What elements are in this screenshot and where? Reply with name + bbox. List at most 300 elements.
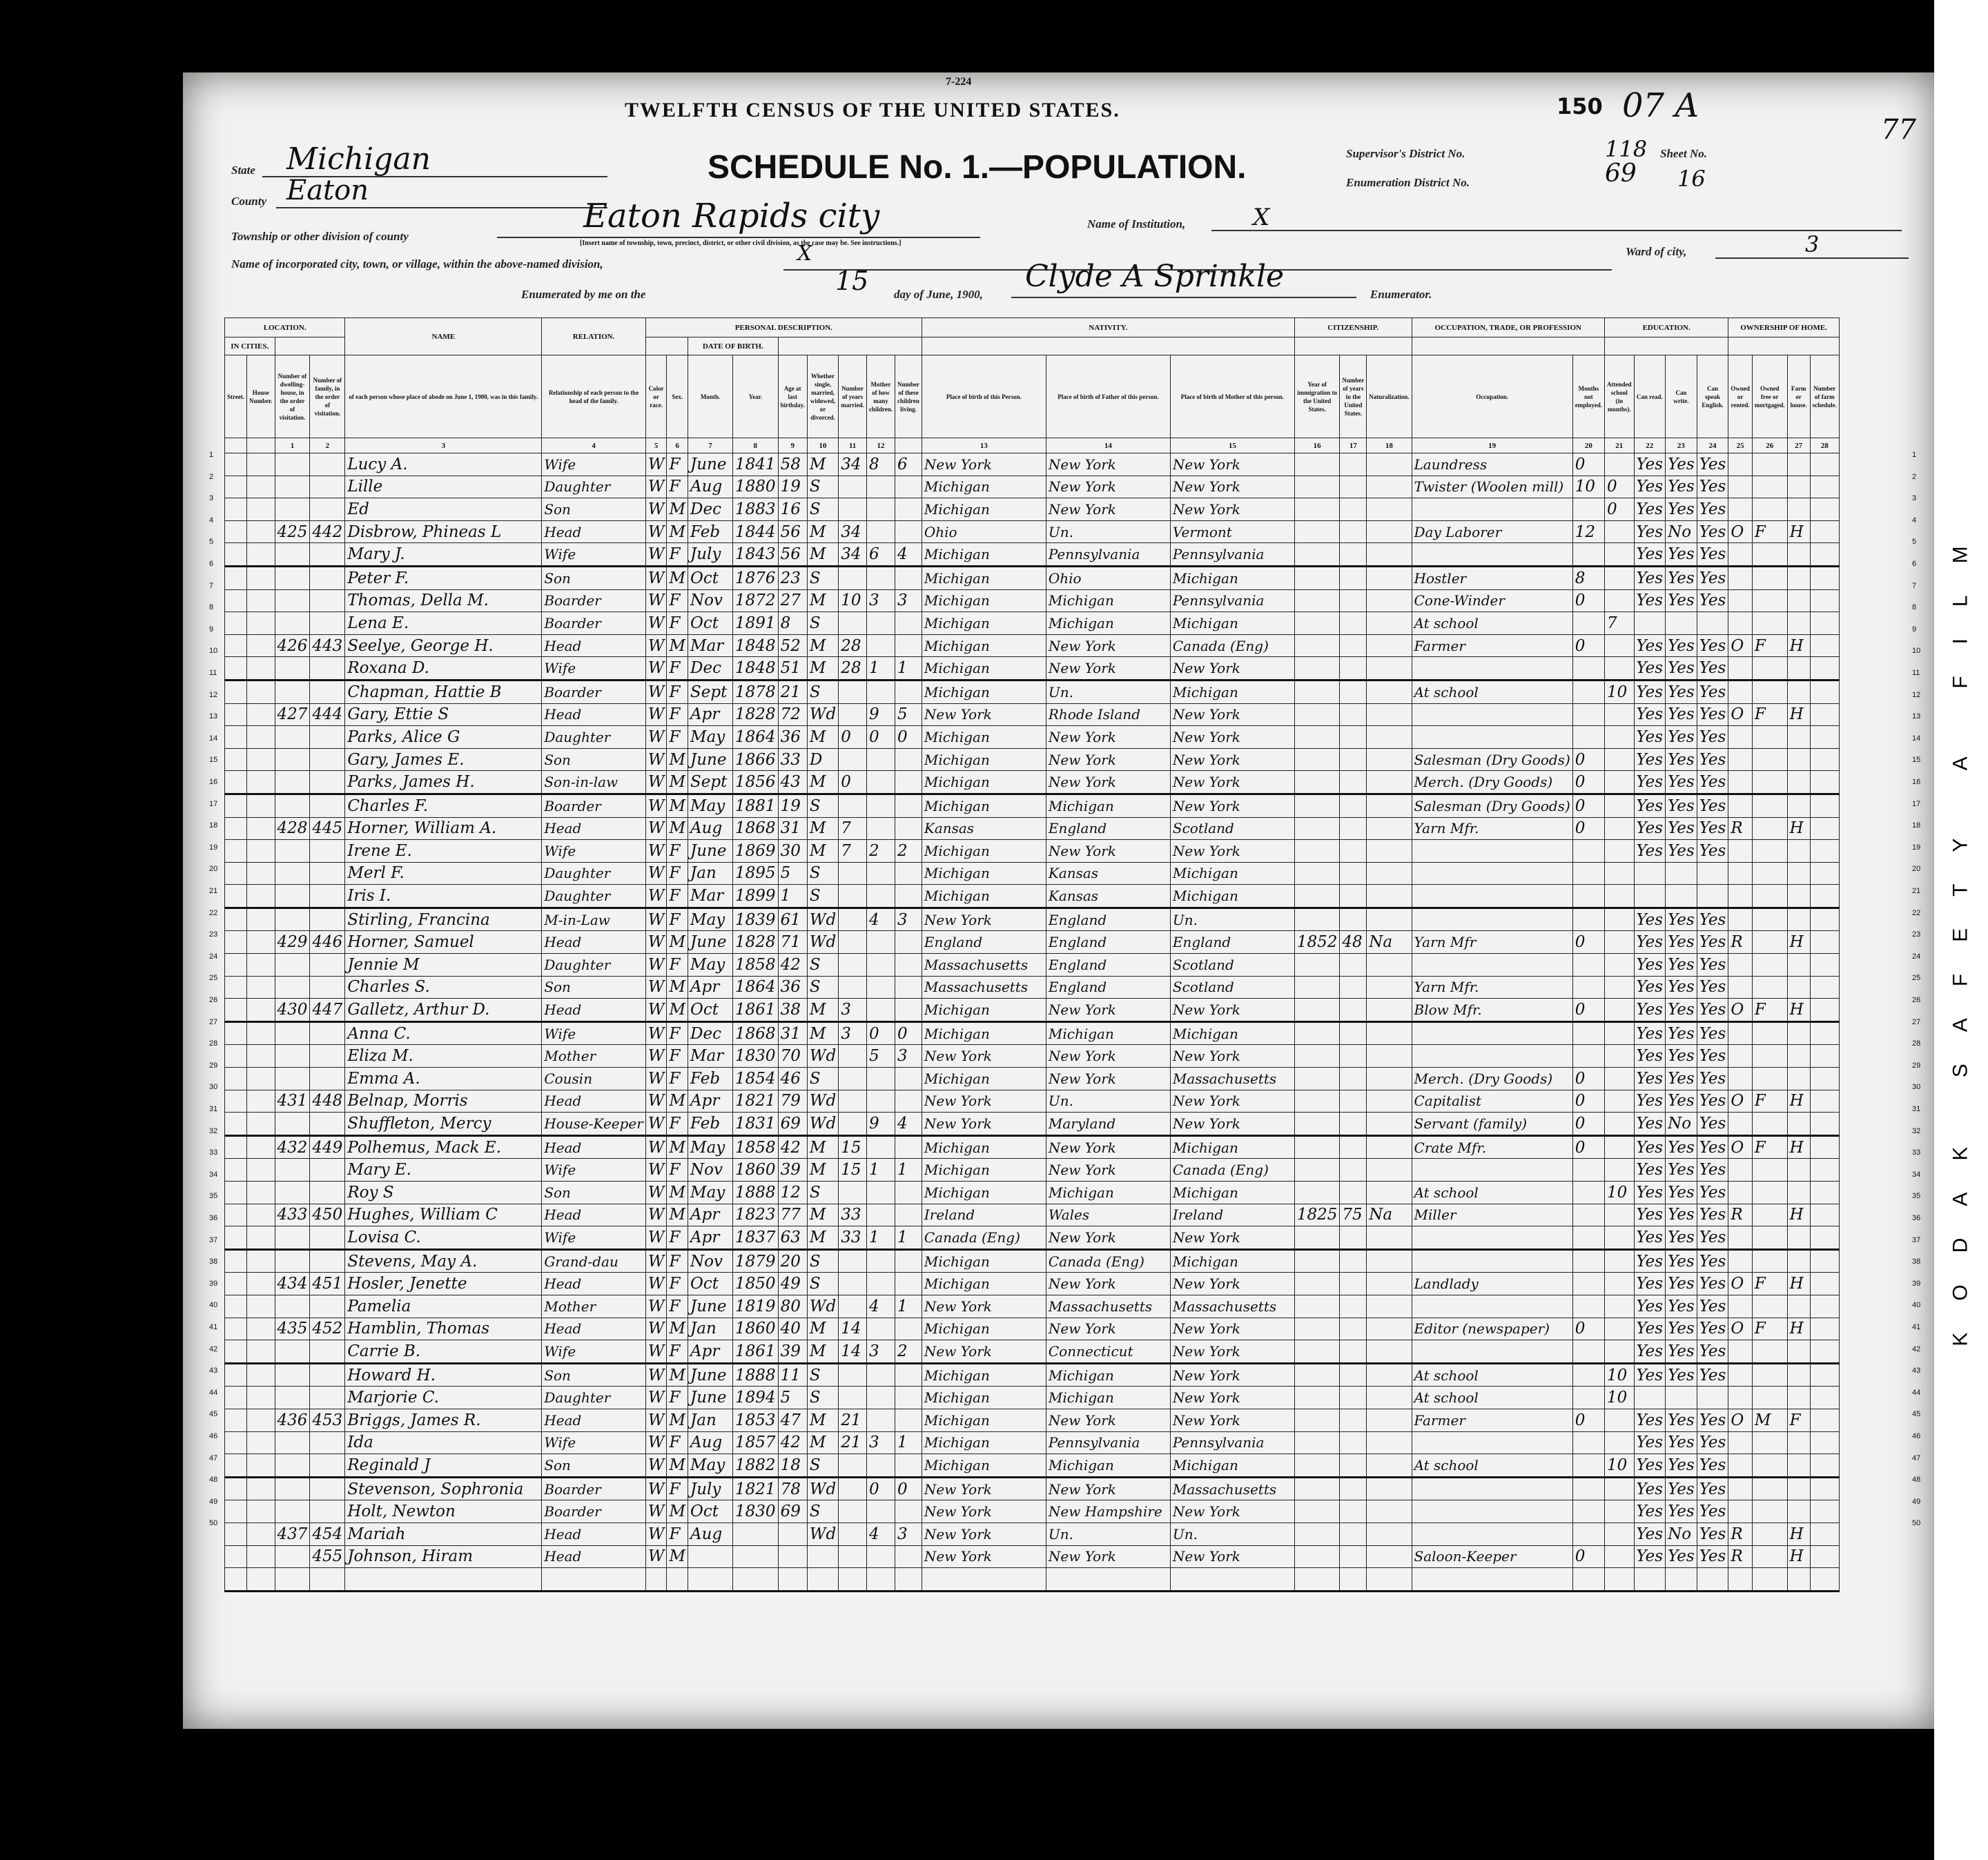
cell-name: Charles S. <box>345 976 542 999</box>
cell-fam <box>310 1500 345 1523</box>
table-row <box>225 1295 1840 1318</box>
cell-sch <box>1605 1135 1635 1159</box>
cell-wr: Yes <box>1666 1477 1697 1500</box>
table-row <box>225 1523 1840 1545</box>
cell-fm <box>1752 657 1787 681</box>
cell-imm <box>1294 1045 1340 1068</box>
cell-dw <box>275 1545 310 1568</box>
cell-bp: Michigan <box>922 1273 1046 1295</box>
line-number: 12 <box>1912 690 1921 699</box>
cell-name: Stevens, May A. <box>345 1249 542 1273</box>
cell-fbp: Un. <box>1046 680 1170 703</box>
line-number: 11 <box>209 669 217 677</box>
cell-wr <box>1666 612 1697 635</box>
cell-ym: 15 <box>839 1135 867 1159</box>
cell-ym <box>839 566 867 589</box>
cell-dw <box>275 680 310 703</box>
cell-mo: July <box>688 1477 733 1500</box>
cell-fh <box>1787 453 1810 476</box>
cell-col: W <box>645 1204 667 1226</box>
col-number: 1 <box>275 438 310 453</box>
cell-rd: Yes <box>1634 1182 1666 1204</box>
line-number: 2 <box>1912 472 1917 481</box>
cell-age: 77 <box>778 1204 807 1226</box>
enumerated-day: 15 <box>835 266 869 296</box>
cell-imm <box>1294 976 1340 999</box>
cell-mar: M <box>807 634 838 657</box>
cell-imm <box>1294 1249 1340 1273</box>
cell-rd: Yes <box>1634 1021 1666 1045</box>
col-number: 21 <box>1605 438 1635 453</box>
cell-yr: 1880 <box>733 476 779 498</box>
cell-rd: Yes <box>1634 1500 1666 1523</box>
cell-yrs <box>1340 794 1367 817</box>
cell-occ <box>1412 1249 1572 1273</box>
cell-imm <box>1294 1090 1340 1113</box>
cell-yrs <box>1340 817 1367 840</box>
cell-en: Yes <box>1697 954 1728 977</box>
cell-ch: 6 <box>866 543 895 567</box>
nativity-group: NATIVITY. <box>922 318 1294 337</box>
cell-liv <box>895 1363 922 1387</box>
line-number: 13 <box>209 712 218 721</box>
cell-occ: Salesman (Dry Goods) <box>1412 794 1572 817</box>
cell-rd: Yes <box>1634 840 1666 863</box>
cell-fh <box>1787 908 1810 931</box>
cell-occ <box>1412 657 1572 681</box>
line-number: 50 <box>209 1519 218 1528</box>
line-number: 13 <box>1912 712 1921 721</box>
cell-yr: 1864 <box>733 976 779 999</box>
line-number: 47 <box>209 1453 218 1462</box>
cell-liv <box>895 771 922 794</box>
cell-col: W <box>645 520 667 543</box>
cell-own <box>1728 1477 1753 1500</box>
cell-mar: M <box>807 840 838 863</box>
cell-fbp: Michigan <box>1046 1021 1170 1045</box>
cell-mbp: Michigan <box>1170 1021 1294 1045</box>
cell-sch <box>1605 1295 1635 1318</box>
cell-fbp: New Hampshire <box>1046 1500 1170 1523</box>
cell-col: W <box>645 862 667 885</box>
cell-ym <box>839 954 867 977</box>
cell-mne: 0 <box>1572 1068 1604 1090</box>
cell-imm <box>1294 589 1340 612</box>
cell-col: W <box>645 1113 667 1136</box>
cell-bp: Michigan <box>922 657 1046 681</box>
cell-age: 38 <box>778 999 807 1022</box>
cell-wr: No <box>1666 520 1697 543</box>
cell-age: 80 <box>778 1295 807 1318</box>
cell-col: W <box>645 1021 667 1045</box>
cell-fam <box>310 771 345 794</box>
cell-age: 72 <box>778 703 807 726</box>
cell-sex: F <box>667 1159 688 1182</box>
cell-rel: Wife <box>542 1021 646 1045</box>
col-number: 28 <box>1810 438 1839 453</box>
cell-occ: Farmer <box>1412 634 1572 657</box>
cell-fbp: England <box>1046 976 1170 999</box>
cell-rel: Son <box>542 748 646 771</box>
cell-sch <box>1605 1477 1635 1500</box>
cell-yrs <box>1340 1090 1367 1113</box>
cell-sch <box>1605 976 1635 999</box>
cell-liv <box>895 520 922 543</box>
table-row <box>225 520 1840 543</box>
cell-imm <box>1294 1318 1340 1340</box>
line-number: 34 <box>209 1170 218 1179</box>
cell-sex: M <box>667 1135 688 1159</box>
cell-mo: June <box>688 453 733 476</box>
cell-dw <box>275 1295 310 1318</box>
cell-mne: 0 <box>1572 748 1604 771</box>
cell-ch <box>866 885 895 908</box>
cell-occ <box>1412 1523 1572 1545</box>
cell-liv <box>895 476 922 498</box>
cell-rel: Wife <box>542 1431 646 1454</box>
cell-ch <box>866 1387 895 1409</box>
cell-sch <box>1605 543 1635 567</box>
cell-ch: 3 <box>866 1340 895 1364</box>
cell-nat <box>1367 1545 1412 1568</box>
cell-sex: F <box>667 1295 688 1318</box>
enumerated-prefix: Enumerated by me on the <box>521 288 646 301</box>
cell-yrs <box>1340 1568 1367 1592</box>
cell-rd: Yes <box>1634 931 1666 954</box>
cell-occ <box>1412 1431 1572 1454</box>
cell-yr: 1856 <box>733 771 779 794</box>
cell-fam: 453 <box>310 1409 345 1431</box>
cell-mo: Feb <box>688 520 733 543</box>
col-header-color: Color or race. <box>645 355 667 438</box>
cell-rd: Yes <box>1634 453 1666 476</box>
cell-fh: F <box>1787 1409 1810 1431</box>
col-header-family: Number of family, in the order of visitation. <box>310 355 345 438</box>
cell-mar: S <box>807 1500 838 1523</box>
cell-sch <box>1605 748 1635 771</box>
cell-name: Irene E. <box>345 840 542 863</box>
cell-name: Roy S <box>345 1182 542 1204</box>
cell-col: W <box>645 1045 667 1068</box>
cell-yrs <box>1340 908 1367 931</box>
line-number: 14 <box>1912 734 1921 743</box>
cell-nat <box>1367 1340 1412 1364</box>
cell-mne <box>1572 862 1604 885</box>
cell-fm <box>1752 794 1787 817</box>
cell-mar: Wd <box>807 1477 838 1500</box>
county-label: County <box>231 195 267 208</box>
cell-fm <box>1752 976 1787 999</box>
cell-mne <box>1572 1204 1604 1226</box>
cell-occ: Capitalist <box>1412 1090 1572 1113</box>
col-number: 14 <box>1046 438 1170 453</box>
cell-age: 23 <box>778 566 807 589</box>
cell-mo: May <box>688 726 733 749</box>
cell-own <box>1728 543 1753 567</box>
cell-sch <box>1605 1431 1635 1454</box>
cell-sex: M <box>667 1090 688 1113</box>
cell-rel: Cousin <box>542 1068 646 1090</box>
cell-imm <box>1294 566 1340 589</box>
cell-yrs <box>1340 1249 1367 1273</box>
cell-fm: F <box>1752 520 1787 543</box>
cell-mbp: New York <box>1170 726 1294 749</box>
cell-fbp: New York <box>1046 1545 1170 1568</box>
cell-occ <box>1412 1500 1572 1523</box>
cell-name: Holt, Newton <box>345 1500 542 1523</box>
institution-value: X <box>1253 204 1270 231</box>
cell-col: W <box>645 954 667 977</box>
cell-yrs <box>1340 1068 1367 1090</box>
cell-fm <box>1752 1568 1787 1592</box>
cell-occ: Hostler <box>1412 566 1572 589</box>
cell-mo: May <box>688 1182 733 1204</box>
cell-occ: Cone-Winder <box>1412 589 1572 612</box>
cell-mbp: Pennsylvania <box>1170 589 1294 612</box>
cell-ch <box>866 1204 895 1226</box>
cell-yr <box>733 1568 779 1592</box>
cell-rd: Yes <box>1634 1159 1666 1182</box>
cell-yr: 1860 <box>733 1159 779 1182</box>
cell-name: Stirling, Francina <box>345 908 542 931</box>
cell-col: W <box>645 931 667 954</box>
cell-fam <box>310 1295 345 1318</box>
cell-fbp: Connecticut <box>1046 1340 1170 1364</box>
cell-own <box>1728 885 1753 908</box>
cell-ch: 1 <box>866 1226 895 1250</box>
cell-fbp: Rhode Island <box>1046 703 1170 726</box>
cell-yrs <box>1340 589 1367 612</box>
cell-mne <box>1572 1523 1604 1545</box>
cell-bp: Michigan <box>922 1182 1046 1204</box>
cell-mne <box>1572 726 1604 749</box>
cell-wr: Yes <box>1666 1545 1697 1568</box>
cell-en: Yes <box>1697 453 1728 476</box>
cell-rel: House-Keeper <box>542 1113 646 1136</box>
cell-nat <box>1367 1454 1412 1478</box>
line-number: 42 <box>209 1344 218 1353</box>
cell-liv: 1 <box>895 1159 922 1182</box>
ownership-group: OWNERSHIP OF HOME. <box>1728 318 1840 337</box>
cell-imm <box>1294 1523 1340 1545</box>
cell-own <box>1728 680 1753 703</box>
col-header-sex: Sex. <box>667 355 688 438</box>
cell-age: 5 <box>778 1387 807 1409</box>
cell-col: W <box>645 1295 667 1318</box>
cell-rel: Son <box>542 1182 646 1204</box>
cell-sch: 0 <box>1605 476 1635 498</box>
cell-mbp: Michigan <box>1170 1454 1294 1478</box>
cell-nat <box>1367 476 1412 498</box>
line-number: 17 <box>1912 799 1921 808</box>
cell-mne: 0 <box>1572 634 1604 657</box>
cell-name: Horner, William A. <box>345 817 542 840</box>
col-number: 25 <box>1728 438 1753 453</box>
film-edge-text: KODAK SAFETY A FILM <box>1949 513 1972 1347</box>
cell-bp: Ireland <box>922 1204 1046 1226</box>
cell-mo: May <box>688 908 733 931</box>
cell-mar: S <box>807 612 838 635</box>
cell-bp: Michigan <box>922 748 1046 771</box>
cell-fam <box>310 1477 345 1500</box>
cell-mbp: New York <box>1170 476 1294 498</box>
line-number: 48 <box>1912 1476 1921 1485</box>
cell-age: 56 <box>778 520 807 543</box>
cell-en: Yes <box>1697 1135 1728 1159</box>
cell-mo: Apr <box>688 1340 733 1364</box>
cell-fbp: New York <box>1046 1068 1170 1090</box>
cell-ch: 1 <box>866 657 895 681</box>
cell-yr: 1899 <box>733 885 779 908</box>
cell-nat <box>1367 566 1412 589</box>
cell-wr: Yes <box>1666 680 1697 703</box>
census-title: TWELFTH CENSUS OF THE UNITED STATES. <box>625 99 1120 121</box>
cell-fm <box>1752 817 1787 840</box>
cell-dw <box>275 1568 310 1592</box>
supervisor-label: Supervisor's District No. <box>1346 147 1465 160</box>
cell-age: 42 <box>778 954 807 977</box>
cell-nat <box>1367 1295 1412 1318</box>
cell-col: W <box>645 817 667 840</box>
cell-occ: Laundress <box>1412 453 1572 476</box>
cell-col: W <box>645 1068 667 1090</box>
cell-mar: S <box>807 566 838 589</box>
cell-dw <box>275 748 310 771</box>
cell-mbp: Michigan <box>1170 862 1294 885</box>
cell-liv: 4 <box>895 543 922 567</box>
cell-ym: 3 <box>839 999 867 1022</box>
enumerator-label: Enumerator. <box>1370 288 1432 301</box>
cell-age <box>778 1568 807 1592</box>
cell-col: W <box>645 1318 667 1340</box>
cell-mne: 0 <box>1572 589 1604 612</box>
cell-fm <box>1752 1021 1787 1045</box>
cell-ch <box>866 748 895 771</box>
cell-nat <box>1367 1113 1412 1136</box>
cell-en <box>1697 885 1728 908</box>
cell-yrs <box>1340 1113 1367 1136</box>
cell-rel: Daughter <box>542 726 646 749</box>
cell-fh <box>1787 1113 1810 1136</box>
table-row <box>225 680 1840 703</box>
cell-liv <box>895 1409 922 1431</box>
cell-rd: Yes <box>1634 1273 1666 1295</box>
cell-mar: M <box>807 1318 838 1340</box>
cell-liv <box>895 612 922 635</box>
cell-wr: Yes <box>1666 1159 1697 1182</box>
cell-ch: 4 <box>866 908 895 931</box>
cell-fam <box>310 1387 345 1409</box>
cell-own <box>1728 1226 1753 1250</box>
cell-imm <box>1294 1068 1340 1090</box>
cell-fbp: New York <box>1046 999 1170 1022</box>
cell-own <box>1728 748 1753 771</box>
cell-bp: Michigan <box>922 498 1046 521</box>
line-number: 19 <box>209 843 218 852</box>
cell-mo: Nov <box>688 589 733 612</box>
cell-rd <box>1634 885 1666 908</box>
cell-fam <box>310 1021 345 1045</box>
cell-imm <box>1294 1340 1340 1364</box>
cell-sch <box>1605 566 1635 589</box>
cell-yr: 1854 <box>733 1068 779 1090</box>
cell-dw: 437 <box>275 1523 310 1545</box>
cell-fbp: New York <box>1046 748 1170 771</box>
cell-nat <box>1367 1500 1412 1523</box>
line-number: 16 <box>209 778 218 786</box>
cell-age: 12 <box>778 1182 807 1204</box>
cell-rel: Head <box>542 1409 646 1431</box>
cell-sch <box>1605 726 1635 749</box>
cell-fam <box>310 1431 345 1454</box>
cell-dw: 435 <box>275 1318 310 1340</box>
cell-sch <box>1605 1318 1635 1340</box>
cell-occ <box>1412 1295 1572 1318</box>
cell-yr: 1869 <box>733 840 779 863</box>
cell-sex: M <box>667 1545 688 1568</box>
cell-fam <box>310 908 345 931</box>
line-number: 19 <box>1912 843 1921 852</box>
cell-rd: Yes <box>1634 1409 1666 1431</box>
cell-rd: Yes <box>1634 794 1666 817</box>
cell-age: 42 <box>778 1135 807 1159</box>
line-number: 7 <box>209 581 214 590</box>
cell-sex: M <box>667 634 688 657</box>
cell-en: Yes <box>1697 840 1728 863</box>
cell-nat <box>1367 1159 1412 1182</box>
cell-name: Lucy A. <box>345 453 542 476</box>
cell-yrs <box>1340 954 1367 977</box>
table-row <box>225 748 1840 771</box>
cell-name: Parks, James H. <box>345 771 542 794</box>
cell-occ <box>1412 1226 1572 1250</box>
cell-mo: Sept <box>688 680 733 703</box>
cell-wr: Yes <box>1666 453 1697 476</box>
cell-ch <box>866 520 895 543</box>
cell-mne <box>1572 1568 1604 1592</box>
cell-fbp: Pennsylvania <box>1046 1431 1170 1454</box>
cell-yr: 1830 <box>733 1045 779 1068</box>
table-row <box>225 1568 1840 1592</box>
cell-occ <box>1412 885 1572 908</box>
table-row <box>225 1068 1840 1090</box>
cell-col: W <box>645 1159 667 1182</box>
cell-en: Yes <box>1697 1318 1728 1340</box>
cell-wr: Yes <box>1666 1340 1697 1364</box>
cell-fam: 454 <box>310 1523 345 1545</box>
cell-rel: Daughter <box>542 476 646 498</box>
cell-mne <box>1572 1226 1604 1250</box>
cell-col: W <box>645 771 667 794</box>
line-number: 8 <box>209 603 214 612</box>
cell-en <box>1697 1568 1728 1592</box>
cell-sch <box>1605 908 1635 931</box>
cell-sch <box>1605 817 1635 840</box>
cell-mo: Nov <box>688 1159 733 1182</box>
cell-wr: Yes <box>1666 1068 1697 1090</box>
cell-wr <box>1666 1387 1697 1409</box>
line-number: 47 <box>1912 1453 1921 1462</box>
cell-wr <box>1666 885 1697 908</box>
cell-rd: Yes <box>1634 726 1666 749</box>
cell-fam <box>310 726 345 749</box>
cell-liv <box>895 1068 922 1090</box>
cell-mar: Wd <box>807 1295 838 1318</box>
cell-fam: 449 <box>310 1135 345 1159</box>
cell-imm <box>1294 748 1340 771</box>
cell-nat <box>1367 703 1412 726</box>
line-number: 40 <box>1912 1301 1921 1310</box>
